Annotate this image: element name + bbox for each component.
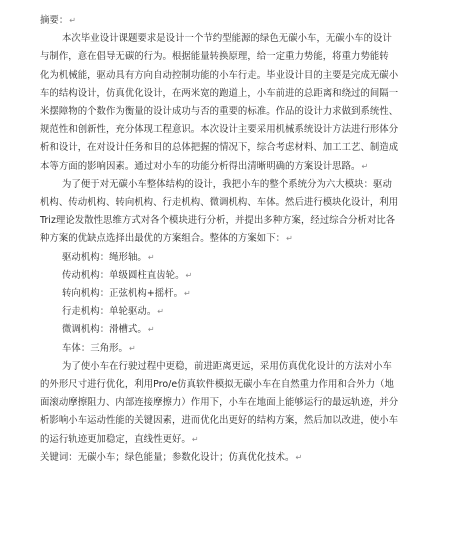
- mechanism-item: [40, 249, 442, 267]
- paragraph-line: 化为机械能，驱动具有方向自动控制功能的小车行走。毕业设计目的主要是完成无碳小: [40, 69, 399, 81]
- paragraph-mark: ↵: [147, 325, 155, 335]
- paragraph-3: [40, 358, 442, 449]
- paragraph-mark: ↵: [69, 16, 77, 25]
- paragraph-line-text: 本等方面的影响因素。通过对小车的功能分析得出清晰明确的方案设计思路。: [40, 160, 361, 172]
- paragraph-line-text: 种方案的优缺点选择出最优的方案组合。整体的方案如下：: [40, 233, 286, 245]
- abstract-heading: [40, 12, 442, 30]
- mechanism-item: [40, 321, 442, 339]
- paragraph-line: 米摆障物的个数作为衡量的设计成功与否的重要的标准。作品的设计力求做到系统性、: [40, 106, 399, 118]
- body-line-text: 车体：三角形。: [62, 342, 128, 354]
- mechanism-text: 行走机构：单轮驱动。: [62, 306, 157, 318]
- paragraph-1: [40, 30, 442, 176]
- paragraph-2: [40, 176, 442, 249]
- mechanism-item: [40, 267, 442, 285]
- mechanism-text: 微调机构：滑槽式。: [62, 324, 147, 336]
- paragraph-line: 的外形尺寸进行优化，利用Pro/e仿真软件模拟无碳小车在自然重力作用和合外力（地: [40, 379, 394, 391]
- paragraph-line: 析和设计，在对设计任务和目的总体把握的情况下，综合考虑材料、加工工艺、制造成: [40, 142, 399, 154]
- paragraph-mark: ↵: [147, 252, 155, 262]
- paragraph-line: 车的结构设计，仿真优化设计，在两米宽的跑道上，小车前进的总距离和绕过的间隔一: [40, 87, 399, 99]
- paragraph-line: 规范性和创新性，充分体现工程意识。本次设计主要采用机械系统设计方法进行形体分: [40, 124, 399, 136]
- paragraph-mark: ↵: [184, 289, 191, 299]
- paragraph-line: 为了使小车在行驶过程中更稳，前进距离更远，采用仿真优化设计的方法对小车: [62, 360, 392, 372]
- paragraph-line: 面滚动摩擦阻力、内部连接摩擦力）作用下，小车在地面上能够运行的最远轨迹，并分: [40, 397, 399, 409]
- mechanism-text: 驱动机构：绳形轴。: [62, 251, 147, 263]
- paragraph-line: 机构、传动机构、转向机构、行走机构、微调机构、车体。然后进行模块化设计，利用: [40, 197, 399, 209]
- paragraph-mark: ↵: [286, 234, 293, 244]
- paragraph-line: Triz理论发散性思维方式对各个模块进行分析，并提出多种方案，经过综合分析对比各: [40, 215, 396, 227]
- paragraph-line: 本次毕业设计课题要求是设计一个节约型能源的绿色无碳小车，无碳小车的设计: [62, 33, 392, 45]
- body-line: [40, 340, 442, 358]
- paragraph-mark: ↵: [185, 270, 193, 280]
- paragraph-line: 为了便于对无碳小车整体结构的设计，我把小车的整个系统分为六大模块：驱动: [62, 178, 392, 190]
- paragraph-mark: ↵: [128, 343, 136, 353]
- paragraph-line: 析影响小车运动性能的关键因素，进而优化出更好的结构方案，然后加以改进，使小车: [40, 415, 399, 427]
- paragraph-mark: ↵: [157, 307, 165, 317]
- mechanism-text: 转向机构：正弦机构+摇杆。: [62, 288, 184, 300]
- paragraph-line-text: 的运行轨迹更加稳定，直线性更好。: [40, 433, 191, 445]
- mechanism-item: [40, 303, 442, 321]
- mechanism-text: 传动机构：单级圆柱直齿轮。: [62, 269, 185, 281]
- mechanism-list: [40, 249, 442, 340]
- paragraph-mark: ↵: [361, 161, 369, 171]
- abstract-heading-text: 摘要：: [40, 15, 69, 26]
- paragraph-line-last: [40, 431, 442, 449]
- paragraph-mark: ↵: [191, 434, 199, 444]
- paragraph-mark: ↵: [295, 452, 303, 462]
- paragraph-line-last: [40, 230, 442, 248]
- keywords-line: [40, 449, 442, 467]
- keywords-text: 关键词：无碳小车；绿色能量；参数化设计；仿真优化技术。: [40, 451, 295, 463]
- paragraph-line-last: [40, 158, 442, 176]
- paragraph-line: 与制作，意在倡导无碳的行为。根据能量转换原理，给一定重力势能，将重力势能转: [40, 51, 389, 63]
- mechanism-item: [40, 285, 442, 303]
